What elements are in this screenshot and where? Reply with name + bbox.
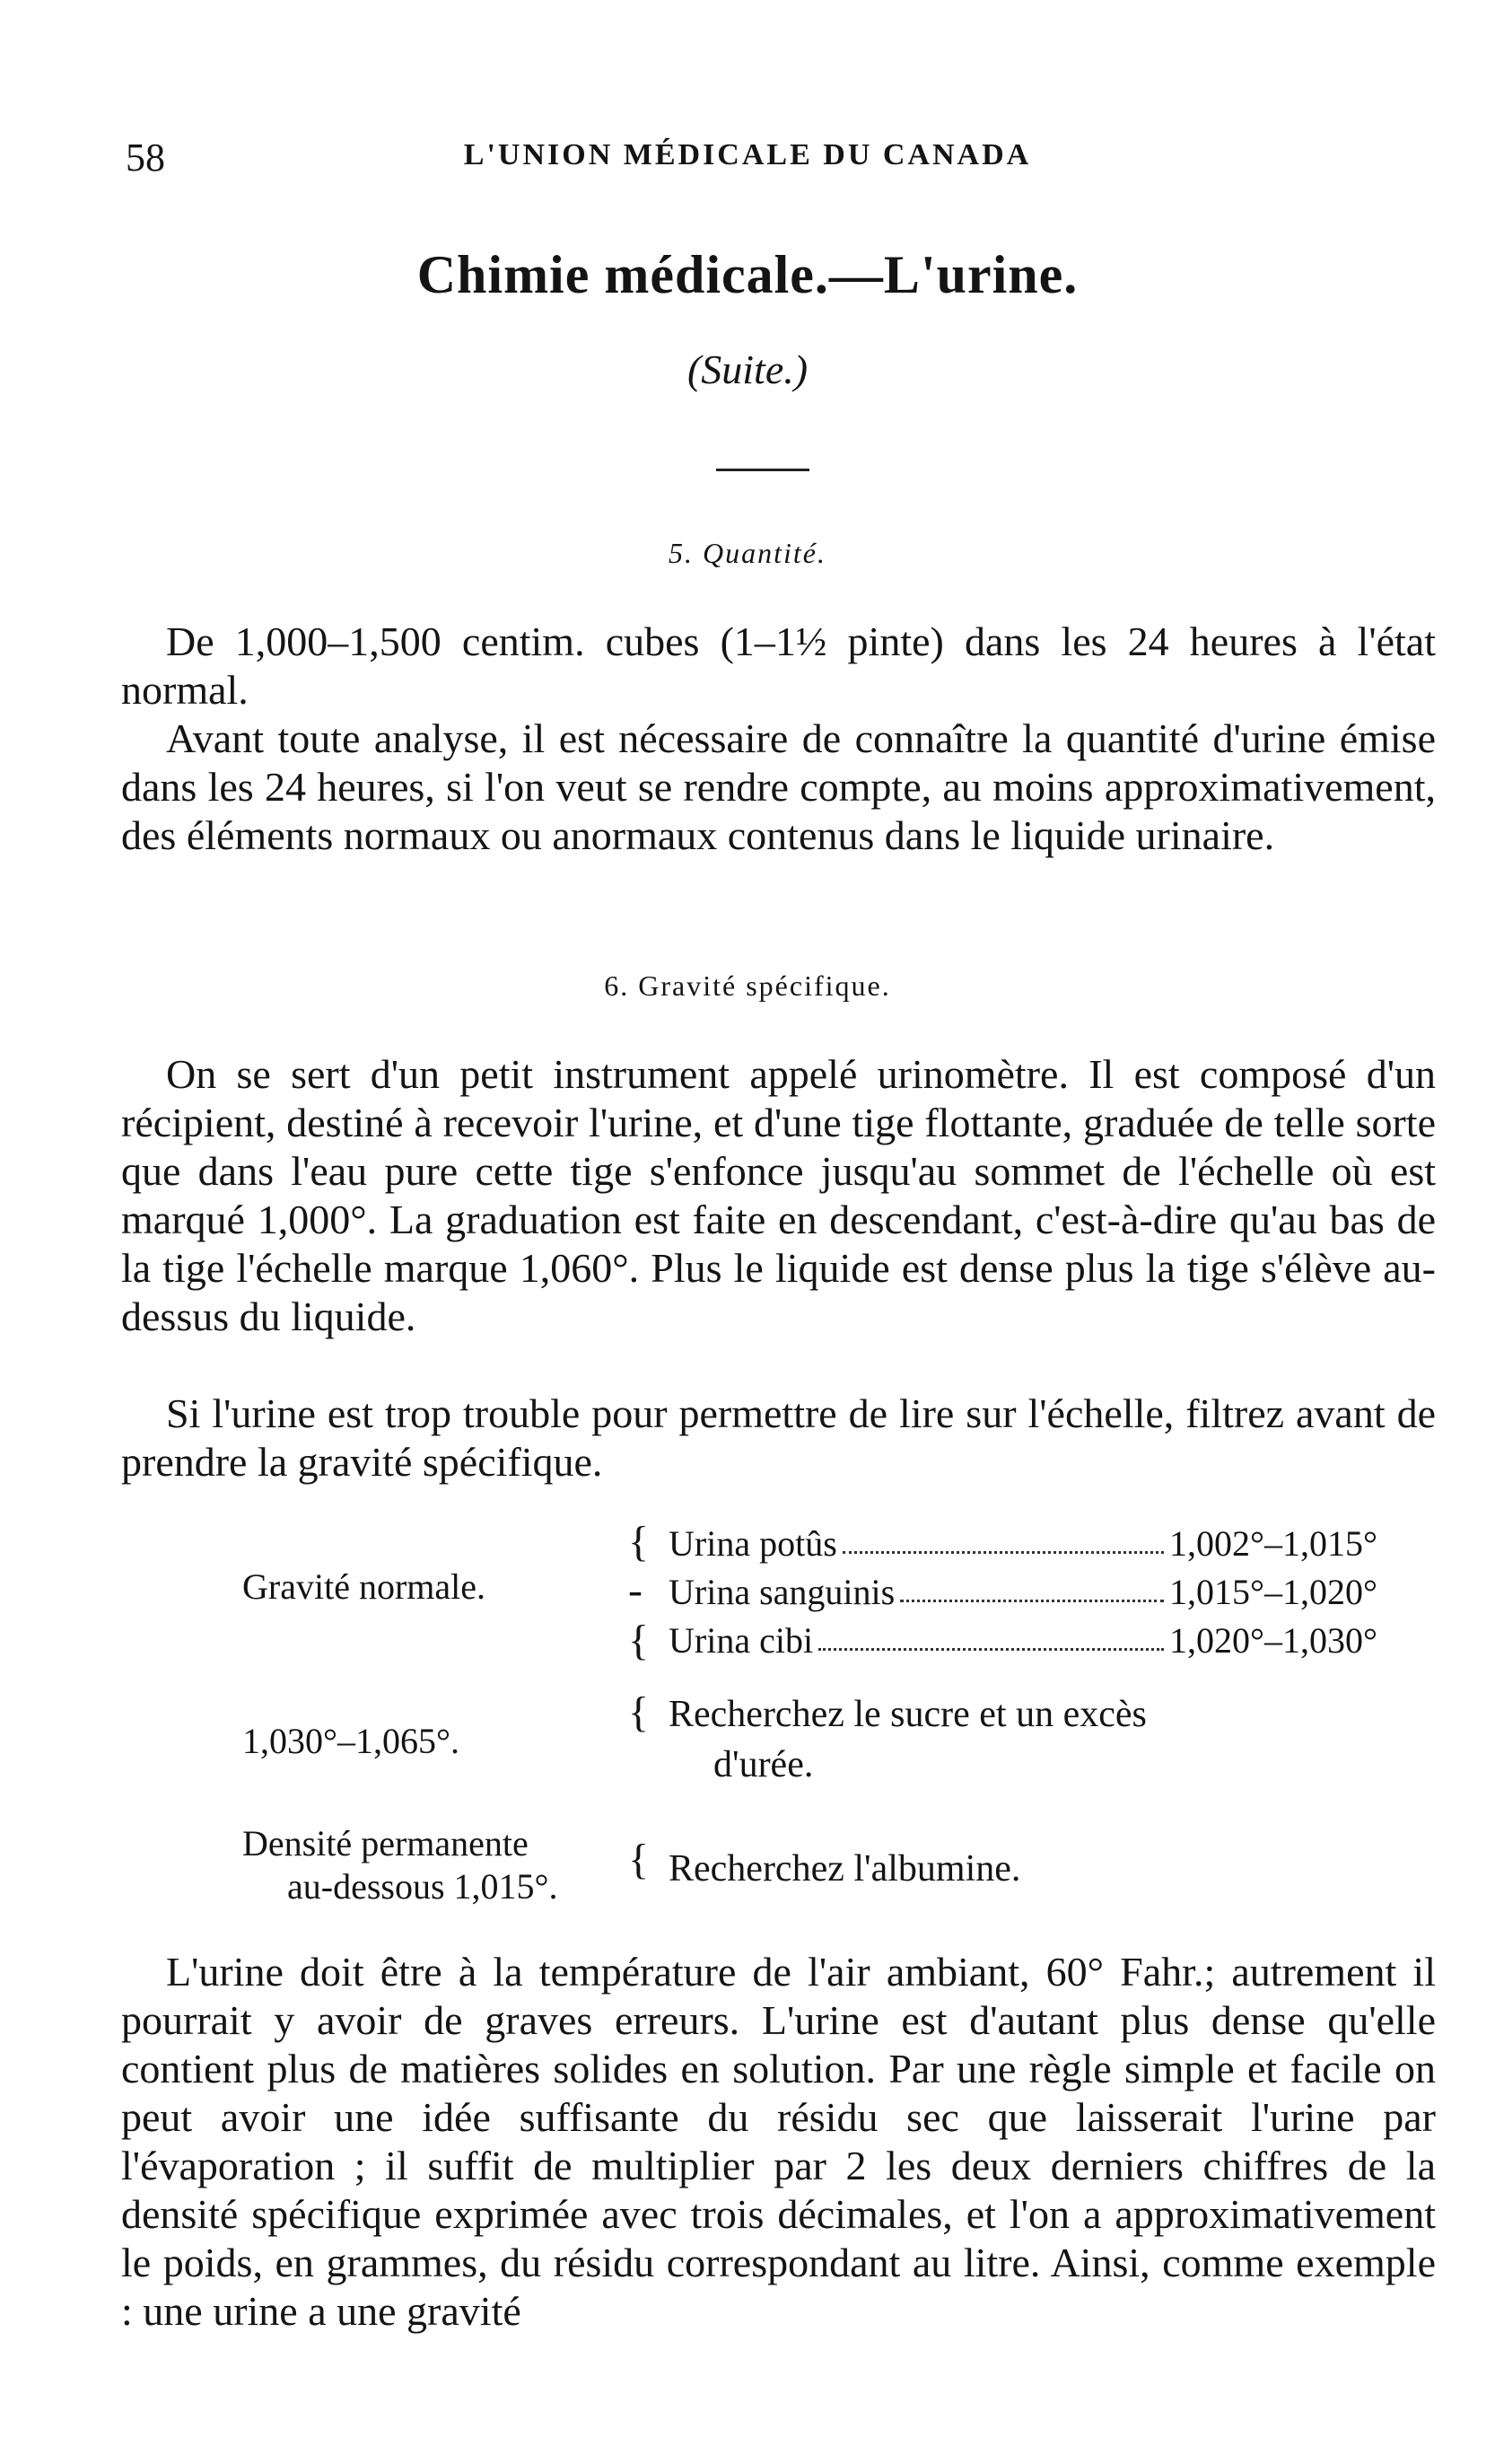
gravity-row-value: 1,002°–1,015° xyxy=(1169,1523,1377,1564)
paragraph-text: L'urine doit être à la température de l'air ambiant, 60° Fahr.; autrement il pourrait y avoir de graves erreurs. L'urine est d'autant plus dense qu'elle contient plus de matières solides en solution. Par une règle simple et facile on peut avoir une idée suffisante du résidu sec que laisserait l'urine par l'évaporation ; il suffit de multiplier par 2 les deux derniers chiffres de la densité spécifique exprimée avec trois décimales, et l'on a approximativement le poids, en grammes, du résidu correspondant au litre. Ainsi, comme exemple : une urine a une gravité xyxy=(121,1949,1436,2334)
gravity-row-name: Urina sanguinis xyxy=(669,1572,896,1612)
section-heading-gravite: 6. Gravité spécifique. xyxy=(604,969,891,1002)
paragraph-quantite-1 xyxy=(121,618,1436,715)
paragraph-text: Si l'urine est trop trouble pour permettre de lire sur l'échelle, filtrez avant de prendre la gravité spécifique. xyxy=(121,1390,1436,1485)
low-density-label: Densité permanente xyxy=(242,1823,529,1863)
closing-paragraph xyxy=(121,1948,1436,2336)
brace-symbol: { xyxy=(628,1617,650,1664)
journal-title: L'UNION MÉDICALE DU CANADA xyxy=(463,138,1032,171)
page-number: 58 xyxy=(126,136,165,180)
article-title: Chimie médicale.—L'urine. xyxy=(416,245,1079,304)
paragraph-text: De 1,000–1,500 centim. cubes (1–1½ pinte) dans les 24 heures à l'état normal. xyxy=(121,618,1436,713)
high-range-label: 1,030°–1,065°. xyxy=(242,1721,459,1761)
divider-rule xyxy=(716,469,809,471)
normal-gravity-label: Gravité normale. xyxy=(242,1566,485,1607)
section-heading-quantite: 5. Quantité. xyxy=(669,537,826,569)
article-subtitle: (Suite.) xyxy=(686,346,809,392)
paragraph-quantite-2 xyxy=(121,715,1436,860)
gravity-row xyxy=(669,1522,1377,1565)
paragraph-text: Avant toute analyse, il est nécessaire de connaître la quantité d'urine émise dans les 24 heures, si l'on veut se rendre compte, au moins approximativement, des éléments normaux ou anormaux contenus dans le liquide urinaire. xyxy=(121,715,1436,858)
brace-symbol: { xyxy=(628,1688,650,1736)
low-density-advice: Recherchez l'albumine. xyxy=(669,1848,1021,1890)
high-range-advice-cont: d'urée. xyxy=(713,1744,814,1785)
gravity-row-value: 1,020°–1,030° xyxy=(1169,1620,1377,1661)
gravity-row-value: 1,015°–1,020° xyxy=(1169,1572,1377,1612)
gravity-row-name: Urina potûs xyxy=(669,1523,837,1564)
leader-dots xyxy=(900,1571,1164,1602)
high-range-advice: Recherchez le sucre et un excès xyxy=(669,1694,1147,1735)
gravity-row xyxy=(669,1619,1377,1662)
brace-symbol: { xyxy=(628,1836,650,1883)
paragraph-gravite-1 xyxy=(121,1050,1436,1341)
running-head xyxy=(126,135,1369,189)
leader-dots xyxy=(818,1619,1164,1651)
brace-symbol: { xyxy=(628,1518,650,1565)
paragraph-gravite-2 xyxy=(121,1390,1436,1486)
low-density-label-cont: au-dessous 1,015°. xyxy=(287,1866,558,1907)
gravity-row xyxy=(669,1571,1377,1613)
gravity-row-name: Urina cibi xyxy=(669,1620,814,1661)
brace-symbol: - xyxy=(628,1566,643,1614)
paragraph-text: On se sert d'un petit instrument appelé urinomètre. Il est composé d'un récipient, destiné à recevoir l'urine, et d'une tige flottante, graduée de telle sorte que dans l'eau pure cette tige s'enfonce jusqu'au sommet de l'échelle où est marqué 1,000°. La graduation est faite en descendant, c'est-à-dire qu'au bas de la tige l'échelle marque 1,060°. Plus le liquide est dense plus la tige s'élève au-dessus du liquide. xyxy=(121,1051,1436,1339)
leader-dots xyxy=(843,1522,1164,1554)
